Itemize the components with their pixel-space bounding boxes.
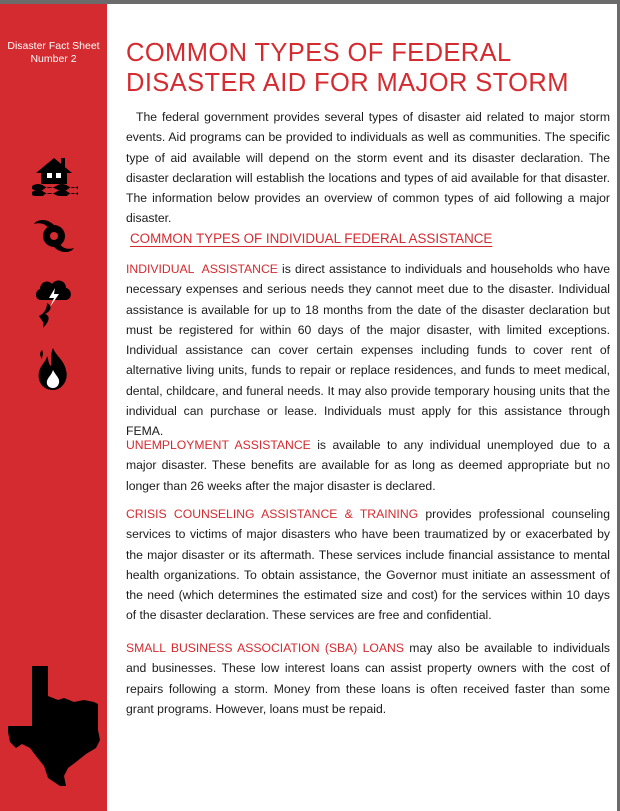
fact-sheet-label-line2: Number 2 xyxy=(30,53,77,65)
unemployment-assistance-text: is available to any individual unemployed due to a major disaster. These benefits are available for as long as deemed appropriate but no longer than 26 weeks after the major disaster is declared. xyxy=(126,438,610,493)
individual-assistance-paragraph xyxy=(126,259,610,442)
sba-loans-term: SMALL BUSINESS ASSOCIATION (SBA) LOANS xyxy=(126,641,404,655)
section-heading: COMMON TYPES OF INDIVIDUAL FEDERAL ASSISTANCE xyxy=(130,231,493,246)
individual-assistance-term: INDIVIDUAL ASSISTANCE xyxy=(126,262,278,276)
fact-sheet-label xyxy=(4,40,103,66)
crisis-counseling-text: provides professional counseling services to victims of major disasters who have been traumatized by or exacerbated by the major disaster or its aftermath. These services include financial assistance to mental health organizations. To obtain assistance, the Governor must initiate an assessment of the need (which determines the estimated size and cost) for the services within 10 days of the disaster declaration. These services are free and confidential. xyxy=(126,507,610,623)
page-title-line1: COMMON TYPES OF FEDERAL xyxy=(126,39,512,67)
unemployment-assistance-paragraph xyxy=(126,435,610,496)
unemployment-assistance-term: UNEMPLOYMENT ASSISTANCE xyxy=(126,438,311,452)
crisis-counseling-term: CRISIS COUNSELING ASSISTANCE & TRAINING xyxy=(126,507,419,521)
crisis-counseling-paragraph xyxy=(126,504,610,626)
storm-cloud-lightning-icon xyxy=(33,276,73,332)
sba-loans-text: may also be available to individuals and businesses. These low interest loans can assist property owners with the cost of repairs following a storm. Money from these loans is often received faster than some grant programs. However, loans must be repaid. xyxy=(126,641,611,716)
intro-paragraph: The federal government provides several types of disaster aid related to major storm events. Aid programs can be provided to individuals as well as communities. The specific type of aid available will depend on the storm event and its disaster declaration. The disaster declaration will establish the locations and types of aid available for that disaster. The information below provides an overview of common types of aid following a major disaster. xyxy=(126,110,610,226)
texas-map-icon xyxy=(6,664,102,788)
page-title-line2: DISASTER AID FOR MAJOR STORM xyxy=(126,69,569,97)
flooded-house-icon xyxy=(30,154,78,196)
sidebar xyxy=(0,4,107,811)
page-title xyxy=(126,38,596,98)
fact-sheet-label-line1: Disaster Fact Sheet xyxy=(7,40,100,52)
fire-icon xyxy=(34,346,72,392)
sba-loans-paragraph xyxy=(126,638,610,719)
hurricane-icon xyxy=(32,214,76,258)
individual-assistance-text: is direct assistance to individuals and households who have necessary expenses and serious needs they cannot meet due to the disaster. Individual assistance is available for up to 18 months from the date of the disaster declaration but must be registered for within 60 days of the major disaster, with limited exceptions. Individual assistance can cover certain expenses including funds to cover rent of alternative living units, funds to repair or replace residences, and funds to meet medical, dental, childcare, and funeral needs. It may also provide temporary housing units that the individual can purchase or lease. Individuals must apply for this assistance through FEMA. xyxy=(126,262,610,439)
